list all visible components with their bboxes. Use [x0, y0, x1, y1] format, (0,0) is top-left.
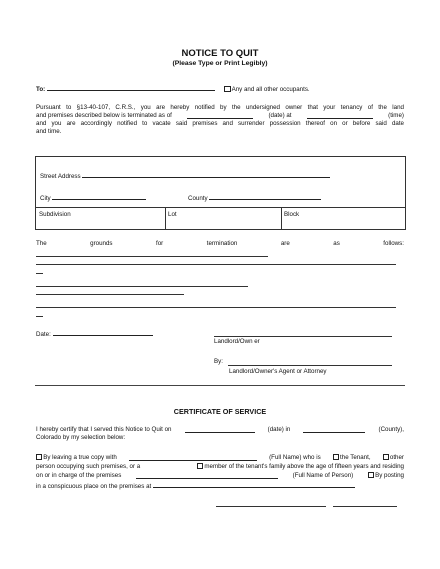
pursuant-line-1: Pursuant to §13-40-107, C.R.S., you are hereby notified by the undersigned owner that your tenancy of the land: [36, 104, 404, 111]
lot-label: Lot: [168, 211, 177, 218]
pursuant-line-4: and time.: [36, 128, 62, 135]
service-county-label: (County),: [378, 426, 404, 433]
pursuant-line-3: and you are accordingly notified to vacate said premises and surrender possession thereof on or before said date: [36, 120, 404, 127]
grounds-word: for: [156, 240, 164, 247]
family-member-label: member of the tenant's family above the age of fifteen years and residing: [204, 463, 404, 470]
grounds-line-1[interactable]: [36, 256, 268, 257]
property-box-divider: [35, 207, 405, 208]
service-date-field[interactable]: [185, 426, 255, 433]
certificate-line-2: Colorado by my selection below:: [36, 434, 126, 441]
occupants-checkbox[interactable]: [224, 86, 230, 92]
server-signature-line[interactable]: [216, 506, 326, 507]
pursuant-terminated-label: and premises described below is terminated as of: [36, 112, 172, 119]
street-address-label: Street Address: [40, 173, 81, 180]
pursuant-date-label: (date) at: [268, 112, 292, 119]
conspicuous-place-label: in a conspicuous place on the premises at: [36, 483, 152, 490]
block-label: Block: [284, 211, 300, 218]
county-row: [188, 193, 321, 203]
grounds-line-7[interactable]: [36, 316, 43, 317]
true-copy-label: By leaving a true copy with: [43, 454, 117, 461]
grounds-heading: [36, 240, 404, 248]
true-copy-checkbox[interactable]: [36, 454, 42, 460]
grounds-word: as: [333, 240, 340, 247]
family-member-checkbox[interactable]: [197, 463, 203, 469]
posting-label: By posting: [375, 472, 404, 479]
posting-checkbox[interactable]: [368, 472, 374, 478]
grounds-line-3[interactable]: [36, 273, 43, 274]
subdivision-label: Subdivision: [39, 211, 71, 218]
in-charge-label: on or in charge of the premises: [36, 472, 122, 479]
grounds-word: The: [36, 240, 47, 247]
grounds-word: grounds: [90, 240, 113, 247]
county-field[interactable]: [209, 193, 321, 200]
by-label: By:: [214, 358, 223, 365]
server-date-line[interactable]: [333, 506, 397, 507]
service-line-1: [36, 454, 404, 462]
to-row: [36, 84, 310, 94]
person-occupying-label: person occupying such premises, or a: [36, 463, 141, 470]
grounds-word: follows:: [383, 240, 404, 247]
section-divider: [35, 385, 405, 386]
city-row: [40, 193, 146, 203]
page-subtitle: (Please Type or Print Legibly): [172, 60, 268, 67]
agent-signature-line[interactable]: [228, 365, 392, 366]
grounds-word: are: [280, 240, 290, 247]
service-county-field[interactable]: [303, 426, 365, 433]
posting-location-field[interactable]: [153, 481, 355, 488]
served-on-label: I hereby certify that I served this Notice to Quit on: [36, 426, 172, 433]
grounds-word: termination: [206, 240, 238, 247]
date-label: Date:: [36, 331, 51, 338]
full-name-label: (Full Name) who is: [269, 454, 321, 461]
service-line-4: [36, 481, 355, 491]
date-row: [36, 329, 153, 339]
grounds-line-5[interactable]: [36, 294, 184, 295]
service-line-3: [36, 472, 404, 480]
person-name-field[interactable]: [136, 472, 278, 479]
tenant-checkbox[interactable]: [333, 454, 339, 460]
street-address-row: [40, 171, 330, 181]
full-name-of-person-label: (Full Name of Person): [292, 472, 354, 479]
grounds-line-4[interactable]: [36, 286, 248, 287]
pursuant-time-label: (time): [388, 112, 404, 119]
to-label: To:: [36, 86, 46, 93]
certificate-title: CERTIFICATE OF SERVICE: [173, 407, 267, 416]
city-label: City: [40, 195, 51, 202]
landlord-signature-line[interactable]: [214, 336, 392, 337]
street-address-field[interactable]: [82, 171, 330, 178]
other-checkbox[interactable]: [383, 454, 389, 460]
date-field[interactable]: [53, 329, 153, 336]
page-title: NOTICE TO QUIT: [181, 48, 259, 59]
tenant-label: the Tenant,: [340, 454, 371, 461]
property-box-col-divider-2: [281, 207, 282, 229]
landlord-label: Landlord/Own er: [214, 338, 260, 345]
grounds-line-6[interactable]: [36, 307, 396, 308]
termination-time-field[interactable]: [307, 112, 373, 119]
other-label: other: [389, 454, 404, 461]
agent-label: Landlord/Owner's Agent or Attorney: [229, 368, 327, 375]
true-copy-name-field[interactable]: [129, 454, 257, 461]
county-label: County: [188, 195, 208, 202]
city-field[interactable]: [52, 193, 146, 200]
service-date-label: (date) in: [267, 426, 291, 433]
occupants-label: Any and all other occupants.: [231, 86, 310, 93]
termination-date-field[interactable]: [187, 112, 253, 119]
to-name-field[interactable]: [47, 84, 215, 91]
grounds-line-2[interactable]: [36, 264, 396, 265]
property-box-col-divider-1: [165, 207, 166, 229]
service-line-2: [36, 463, 404, 471]
